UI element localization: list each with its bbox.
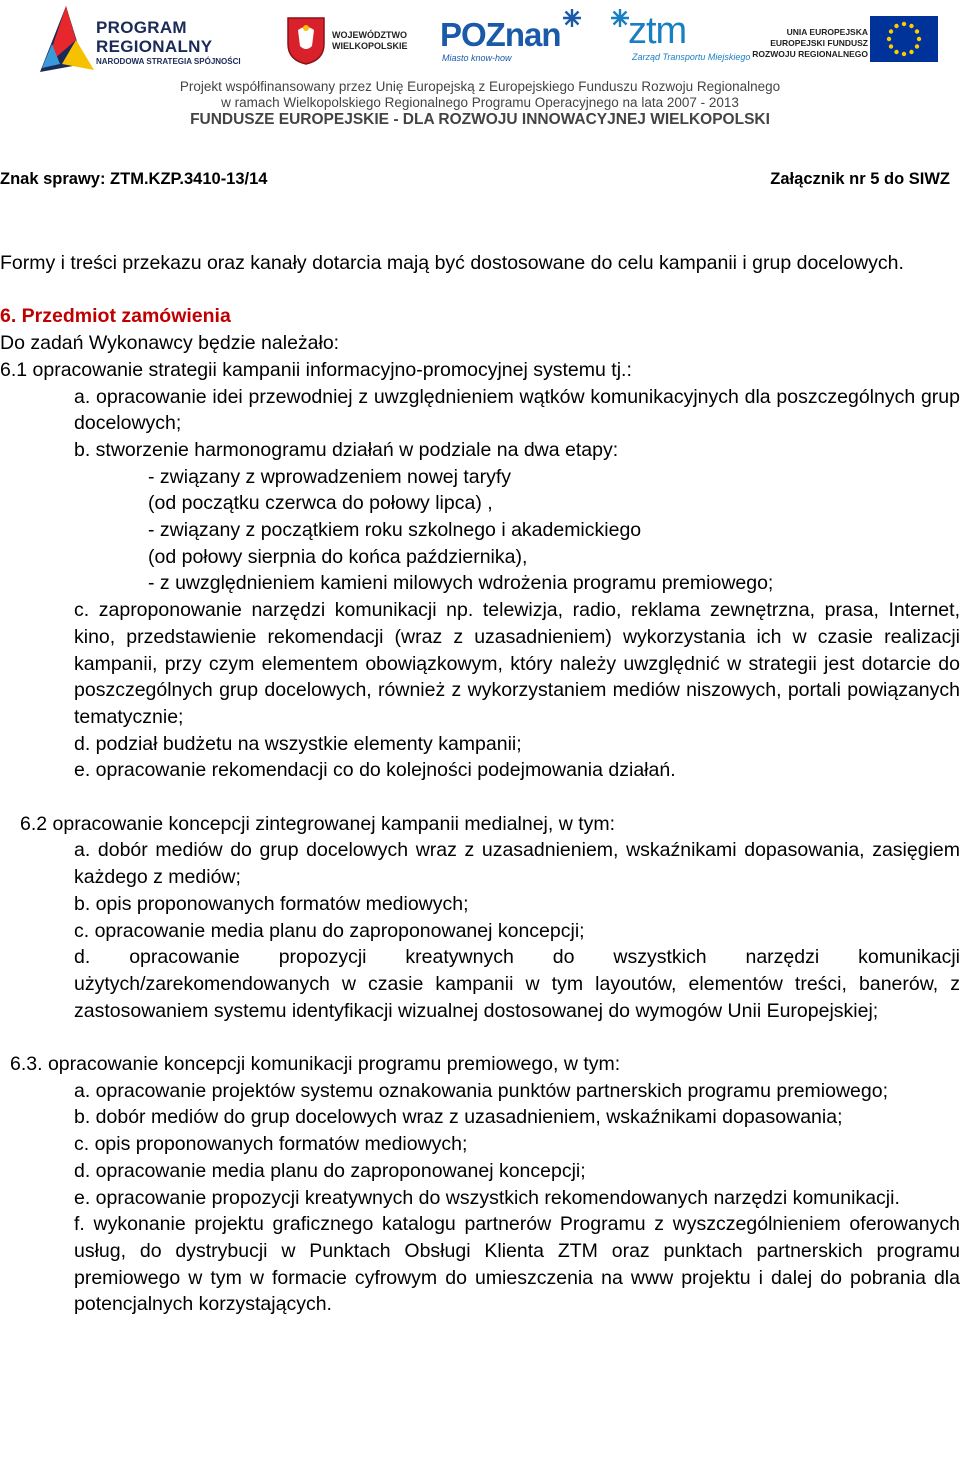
reference-line <box>0 170 960 194</box>
section-6-1-b-5: - z uwzględnieniem kamieni milowych wdrożenia programu premiowego; <box>148 572 774 595</box>
section-6-1-e: e. opracowanie rekomendacji co do kolejności podejmowania działań. <box>74 759 676 782</box>
section-6-3-d: d. opracowanie media planu do zaproponowanej koncepcji; <box>74 1159 586 1182</box>
section-6-1-b-2: (od początku czerwca do połowy lipca) , <box>148 492 493 515</box>
section-6-1-a: a. opracowanie idei przewodniej z uwzględnieniem wątków komunikacyjnych dla poszczególnych grup docelowych; <box>74 385 960 435</box>
section-6-title: 6. Przedmiot zamówienia <box>0 305 231 328</box>
section-6-lead: Do zadań Wykonawcy będzie należało: <box>0 332 340 355</box>
section-6-3-a: a. opracowanie projektów systemu oznakowania punktów partnerskich programu premiowego; <box>74 1079 889 1102</box>
section-6-3-e: e. opracowanie propozycji kreatywnych do wszystkich rekomendowanych narzędzi komunikacji. <box>74 1186 900 1209</box>
section-6-1-d: d. podział budżetu na wszystkie elementy kampanii; <box>74 732 522 755</box>
intro-paragraph: Formy i treści przekazu oraz kanały dotarcia mają być dostosowane do celu kampanii i grup docelowych. <box>0 252 904 274</box>
section-6-3-f: f. wykonanie projektu graficznego katalogu partnerów Programu z wyszczególnieniem oferowanych usług, do dystrybucji w Punktach Obsługi Klienta ZTM oraz punktach partnerskich programu premiowego w tym w formacie cyfrowym do umieszczenia na www projektu i dalej do pobrania dla potencjalnych korzystających. <box>74 1213 960 1316</box>
program-regionalny-logo-icon <box>38 4 96 74</box>
poznan-logo-text: POZnan <box>440 16 561 53</box>
section-6-1-c: c. zaproponowanie narzędzi komunikacji np. telewizja, radio, reklama zewnętrzna, prasa, Internet, kino, przedstawienie rekomendacji (wraz z uzasadnieniem) wykorzystania ich w czasie realizacji kampanii, przy czym elementem obowiązkowym, który należy uwzględnić w strategii jest dotarcie do poszczególnych grup docelowych, również z wykorzystaniem mediów niszowych, portali powiązanych tematycznie; <box>74 599 960 728</box>
wojewodztwo-text: WOJEWÓDZTWO WIELKOPOLSKIE <box>332 30 408 51</box>
section-6-2-d: d. opracowanie propozycji kreatywnych do wszystkich narzędzi komunikacji użytych/zarekomendowanych w czasie kampanii w tym layoutów, elementów treści, banerów, z zastosowaniem systemu identyfikacji wizualnej dostosowanej do wymogów Unii Europejskiej; <box>74 946 960 1022</box>
section-6-1-b: b. stworzenie harmonogramu działań w podziale na dwa etapy: <box>74 438 619 461</box>
section-6-3-title: 6.3. opracowanie koncepcji komunikacji programu premiowego, w tym: <box>10 1053 621 1076</box>
poznan-star-icon <box>562 8 582 28</box>
ztm-star-icon <box>610 8 630 28</box>
case-number: Znak sprawy: ZTM.KZP.3410-13/14 <box>0 170 268 188</box>
logo-banner <box>0 0 960 78</box>
wielkopolska-crest-icon <box>286 16 326 66</box>
document-body <box>0 250 960 1318</box>
ztm-logo-text: ztm <box>628 10 687 52</box>
section-6-1-title: 6.1 opracowanie strategii kampanii informacyjno-promocyjnej systemu tj.: <box>0 358 632 381</box>
poznan-tagline: Miasto know-how <box>442 53 512 63</box>
section-6-1-b-3: - związany z początkiem roku szkolnego i akademickiego <box>148 519 642 542</box>
section-6-2-a: a. dobór mediów do grup docelowych wraz z uzasadnieniem, wskaźnikami dopasowania, zasięgiem każdego z mediów; <box>74 839 960 889</box>
section-6-2-b: b. opis proponowanych formatów mediowych; <box>74 892 469 915</box>
ue-text: UNIA EUROPEJSKA EUROPEJSKI FUNDUSZ ROZWOJU REGIONALNEGO <box>752 27 868 59</box>
section-6-3-b: b. dobór mediów do grup docelowych wraz z uzasadnieniem, wskaźnikami dopasowania; <box>74 1106 843 1129</box>
ztm-tagline: Zarząd Transportu Miejskiego <box>632 52 751 62</box>
eu-flag-icon <box>870 16 938 62</box>
attachment-label: Załącznik nr 5 do SIWZ <box>770 170 950 188</box>
funding-line-1: Projekt współfinansowany przez Unię Europejską z Europejskiego Funduszu Rozwoju Regionalnego <box>179 79 781 94</box>
program-regionalny-text: PROGRAM REGIONALNY NARODOWA STRATEGIA SPÓJNOŚCI <box>96 18 241 66</box>
funding-line-3: FUNDUSZE EUROPEJSKIE - DLA ROZWOJU INNOWACYJNEJ WIELKOPOLSKI <box>190 111 770 128</box>
section-6-3-c: c. opis proponowanych formatów mediowych; <box>74 1133 468 1156</box>
section-6-1-b-1: - związany z wprowadzeniem nowej taryfy <box>148 465 512 488</box>
funding-line-2: w ramach Wielkopolskiego Regionalnego Programu Operacyjnego na lata 2007 - 2013 <box>221 95 739 110</box>
section-6-2-title: 6.2 opracowanie koncepcji zintegrowanej kampanii medialnej, w tym: <box>20 812 616 835</box>
section-6-1-b-4: (od połowy sierpnia do końca października), <box>148 545 528 568</box>
section-6-2-c: c. opracowanie media planu do zaproponowanej koncepcji; <box>74 919 585 942</box>
